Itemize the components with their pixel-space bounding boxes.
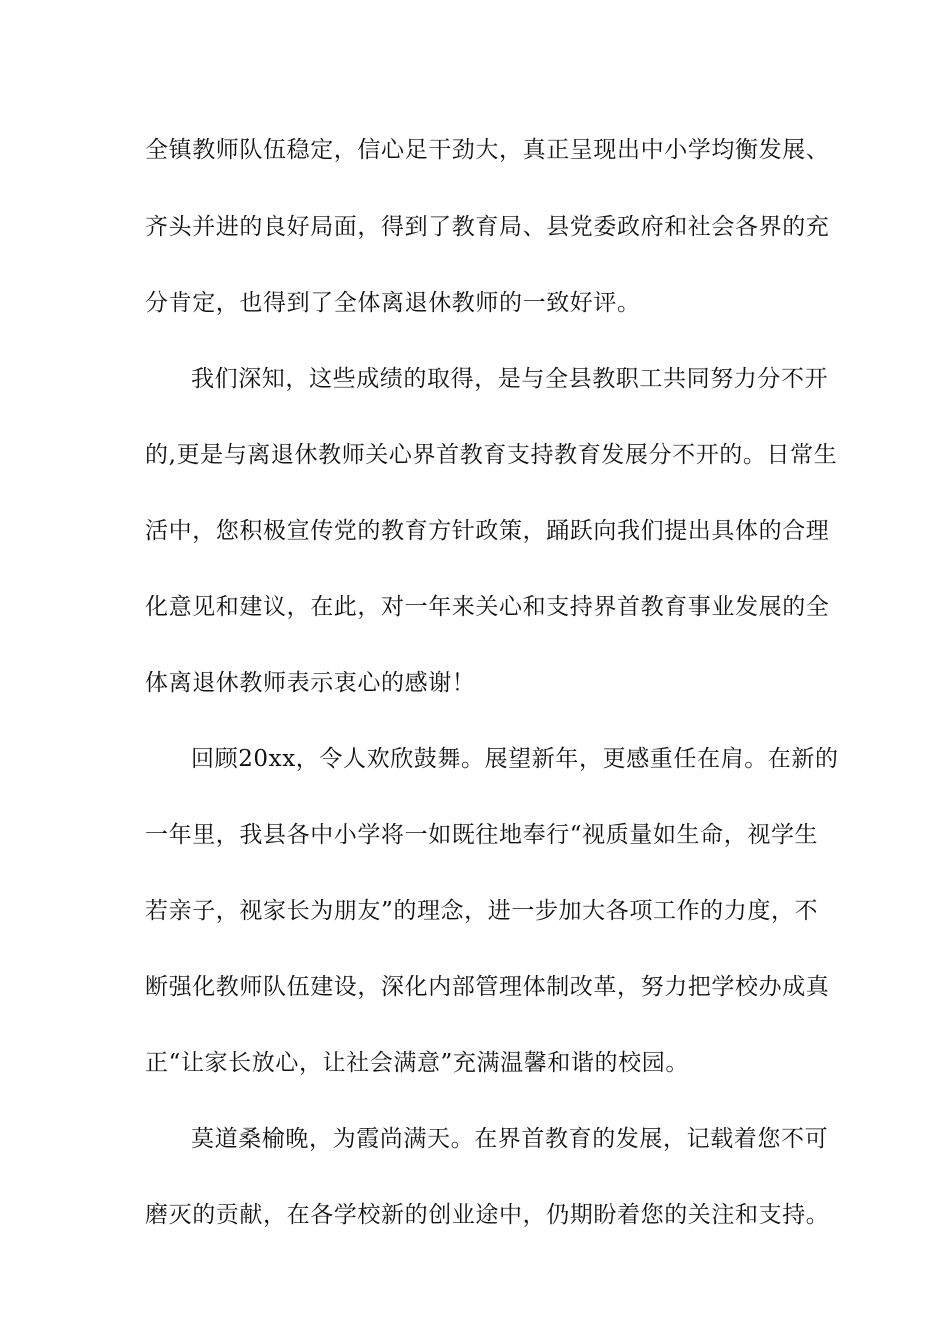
text-line: 磨灭的贡献，在各学校新的创业途中，仍期盼着您的关注和支持。 xyxy=(145,1202,830,1228)
paragraph-first-line: 回顾20xx，令人欢欣鼓舞。展望新年，更感重任在肩。在新的 xyxy=(191,746,839,772)
text-line: 若亲子，视家长为朋友”的理念，进一步加大各项工作的力度，不 xyxy=(145,898,819,924)
text-line: 齐头并进的良好局面，得到了教育局、县党委政府和社会各界的充 xyxy=(145,214,830,240)
text-line: 正“让家长放心，让社会满意”充满温馨和谐的校园。 xyxy=(145,1050,689,1076)
text-line: 分肯定，也得到了全体离退休教师的一致好评。 xyxy=(145,290,641,316)
text-line: 断强化教师队伍建设，深化内部管理体制改革，努力把学校办成真 xyxy=(145,974,830,1000)
paragraph-first-line: 莫道桑榆晚，为霞尚满天。在界首教育的发展，记载着您不可 xyxy=(191,1126,829,1152)
text-line: 活中，您积极宣传党的教育方针政策，踊跃向我们提出具体的合理 xyxy=(145,518,830,544)
text-line: 的,更是与离退休教师关心界首教育支持教育发展分不开的。日常生 xyxy=(145,442,838,468)
text-line: 一年里，我县各中小学将一如既往地奉行“视质量如生命，视学生 xyxy=(145,822,819,848)
text-line: 全镇教师队伍稳定，信心足干劲大，真正呈现出中小学均衡发展、 xyxy=(145,137,830,163)
paragraph-first-line: 我们深知，这些成绩的取得，是与全县教职工共同努力分不开 xyxy=(191,366,829,392)
text-line: 体离退休教师表示衷心的感谢！ xyxy=(145,670,476,696)
text-line: 化意见和建议，在此，对一年来关心和支持界首教育事业发展的全 xyxy=(145,594,830,620)
